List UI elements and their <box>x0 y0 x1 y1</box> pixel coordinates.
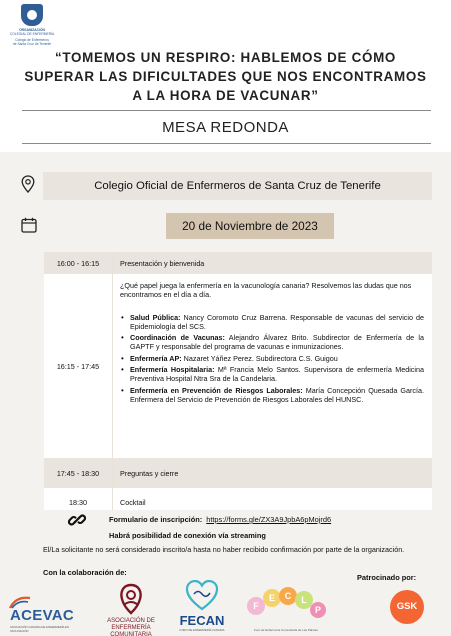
location-box: Colegio Oficial de Enfermeros de Santa Cruz de Tenerife <box>43 172 432 200</box>
feclp-subtitle: Foro de Enfermería Comunitaria de Las Palmas <box>254 628 318 632</box>
collaboration-label: Con la colaboración de: <box>43 568 127 577</box>
sponsor-label: Patrocinado por: <box>357 573 417 582</box>
fecan-subtitle: FORO DE ENFERMERÍA CANARIA <box>179 628 225 632</box>
fecan-logo <box>176 580 228 634</box>
acevac-logo <box>8 594 75 633</box>
program-intro: ¿Qué papel juega la enfermería en la vacunología canaria? Resolvemos las dudas que nos encontramos en el día a día. <box>120 281 412 300</box>
org-logo-line4: de Santa Cruz de Tenerife <box>12 42 52 46</box>
program-table <box>44 252 432 510</box>
org-logo-line2: COLEGIAL DE ENFERMERÍA <box>9 32 55 36</box>
aec-logo <box>98 582 164 634</box>
inscription-line <box>109 515 331 524</box>
divider-top <box>22 110 431 111</box>
event-subtitle: MESA REDONDA <box>162 119 289 136</box>
program-row <box>44 252 432 274</box>
list-item <box>130 365 424 384</box>
feclp-letter: F <box>253 601 259 611</box>
org-logo-line1: ORGANIZACIÓN <box>19 28 45 32</box>
list-item <box>130 333 424 352</box>
column-divider <box>112 252 113 274</box>
speaker-detail: María Concepción Quesada García. Enfermera del Servicio de Prevención de Riesgos Laborales del HUNSC. <box>130 385 424 404</box>
list-item <box>130 313 424 332</box>
speaker-detail: Nancy Coromoto Cruz Barrena. Responsable de vacunas del servicio de Epidemiología del SCS. <box>130 312 424 331</box>
program-time: 17:45 - 18:30 <box>56 469 100 478</box>
program-desc: Presentación y bienvenida <box>120 259 205 268</box>
list-item <box>130 354 424 363</box>
divider-bottom <box>22 143 431 144</box>
event-title <box>20 48 431 105</box>
program-row <box>44 274 432 458</box>
speaker-role: Enfermería en Prevención de Riesgos Laborales: <box>130 385 303 395</box>
gsk-logo: GSK <box>390 590 424 624</box>
speaker-role: Salud Pública: <box>130 312 181 322</box>
feclp-letters <box>244 584 328 626</box>
streaming-note: Habrá posibilidad de conexión vía streaming <box>109 531 266 540</box>
program-desc <box>120 281 424 406</box>
calendar-icon <box>21 217 37 233</box>
feclp-letter: P <box>314 605 322 615</box>
event-title-line3: A LA HORA DE VACUNAR” <box>132 88 319 103</box>
link-icon <box>68 512 86 528</box>
program-desc: Preguntas y cierre <box>120 469 179 478</box>
aec-name <box>98 618 164 636</box>
aec-name-line2: ENFERMERÍA COMUNITARIA <box>110 625 152 636</box>
org-logo-line3: Colegio de Enfermeros <box>15 38 49 42</box>
fecan-name: FECAN <box>179 613 225 628</box>
inscription-link[interactable]: https://forms.gle/ZX3A9JpbA6pMojrd6 <box>206 515 332 524</box>
acevac-subtitle: ASOCIACIÓN CANARIA DE ENFERMERÍA EN VACUNACIÓN <box>10 625 69 633</box>
disclaimer-text: El/La solicitante no será considerado inscrito/a hasta no haber recibido confirmación por parte de la organización. <box>43 545 405 554</box>
feclp-letter: C <box>284 591 292 601</box>
speaker-detail: Alejandro Álvarez Brito. Subdirector de Enfermería de la GAPTF y responsable del programa de vacunas e inmunizaciones. <box>130 333 424 352</box>
feclp-letter: E <box>268 593 276 603</box>
program-time: 18:30 <box>69 498 87 507</box>
column-divider <box>112 458 113 488</box>
program-time: 16:15 - 17:45 <box>56 362 100 371</box>
feclp-letter: L <box>301 595 307 605</box>
program-desc: Cocktail <box>120 498 146 507</box>
aec-emblem-icon <box>116 582 146 616</box>
speaker-role: Enfermería Hospitalaria: <box>130 365 215 375</box>
fecan-heart-icon <box>185 580 219 612</box>
feclp-logo <box>244 584 328 634</box>
event-title-line1: “TOMEMOS UN RESPIRO: HABLEMOS DE CÓMO <box>54 50 397 65</box>
list-item <box>130 386 424 405</box>
speaker-list <box>120 313 424 405</box>
org-crest-icon <box>21 4 43 26</box>
program-row <box>44 458 432 488</box>
program-row <box>44 488 432 510</box>
speaker-role: Enfermería AP: <box>130 353 182 363</box>
event-title-line2: SUPERAR LAS DIFICULTADES QUE NOS ENCONTRAMOS <box>24 69 427 84</box>
acevac-name: ACEVAC <box>10 607 75 624</box>
org-logo <box>4 4 60 46</box>
column-divider <box>112 488 113 510</box>
aec-name-line1: ASOCIACIÓN DE <box>107 618 155 624</box>
inscription-label: Formulario de inscripción: <box>109 515 203 524</box>
speaker-role: Coordinación de Vacunas: <box>130 333 225 343</box>
location-pin-icon <box>21 175 35 193</box>
speaker-detail: Mª Francia Melo Santos. Supervisora de enfermería Medicina Preventiva Hospital Ntra Sra de la Candelaria. <box>130 365 424 384</box>
program-time: 16:00 - 16:15 <box>56 259 100 268</box>
column-divider <box>112 274 113 458</box>
date-box: 20 de Noviembre de 2023 <box>166 213 334 239</box>
speaker-detail: Nazaret Yáñez Perez. Subdirectora C.S. Guigou <box>181 353 338 363</box>
